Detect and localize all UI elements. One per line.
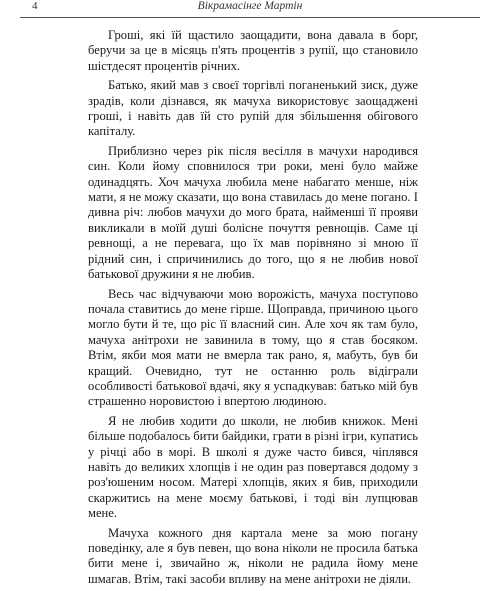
header-rule xyxy=(20,17,480,18)
paragraph: Приблизно через рік після весілля в мачухи народився син. Коли йому сповнилося три роки, мені було майже одинадцять. Хоч мачуха любила мене набагато менше, ніж мати, я не можу сказати, що вона ставилась до мене погано. І дивна річ: любов мачухи до мого брата, найменші її прояви викликали в моїй душі болісне почуття ревнощів. Саме ці ревнощі, а не перевага, що їх мав порівняно зі мною її рідний син, і спричинились до того, що я не любив нової батькової дружини я не любив. xyxy=(88,143,418,282)
page-header xyxy=(0,0,500,20)
paragraph: Я не любив ходити до школи, не любив книжок. Мені більше подобалось бити байдики, грати в різні ігри, купатись у річці або в морі. В школі я дуже часто бився, чіплявся навіть до великих хлопців і не один раз повертався додому з роз'юшеним носом. Матері хлопців, яких я бив, приходили скаржитись на мене моєму батькові, і тоді він лупцював мене. xyxy=(88,413,418,521)
paragraph: Весь час відчуваючи мою ворожість, мачуха поступово почала ставитись до мене гірше. Щоправда, причиною цього могло бути й те, що ріс її власний син. Але хоч як там було, мачуха анітрохи не завинила в тому, що я став босяком. Втім, якби моя мати не вмерла так рано, я, мабуть, був би кращий. Очевидно, тут не останню роль відіграли особливості батькової вдачі, яку я успадкував: батько мій був страшенно норовистою і впертою людиною. xyxy=(88,286,418,409)
running-head: Вікрамасінге Мартін xyxy=(197,0,303,12)
page-number: 4 xyxy=(32,0,38,12)
paragraph: Батько, який мав з своєї торгівлі поганенький зиск, дуже зрадів, коли дізнався, як мачуха використовує заощаджені гроші, і навіть дав їй сто рупій для збільшення обігового капіталу. xyxy=(88,78,418,139)
body-text xyxy=(88,28,418,591)
paragraph: Гроші, які їй щастило заощадити, вона давала в борг, беручи за це в місяць п'ять процентів з рупії, що становило шістдесят процентів річних. xyxy=(88,28,418,73)
paragraph: Мачуха кожного дня картала мене за мою погану поведінку, але я був певен, що вона ніколи не просила батька бити мене і, звичайно ж, ніколи не радила йому мене шмагав. Втім, такі засоби впливу на мене анітрохи не діяли. xyxy=(88,525,418,586)
